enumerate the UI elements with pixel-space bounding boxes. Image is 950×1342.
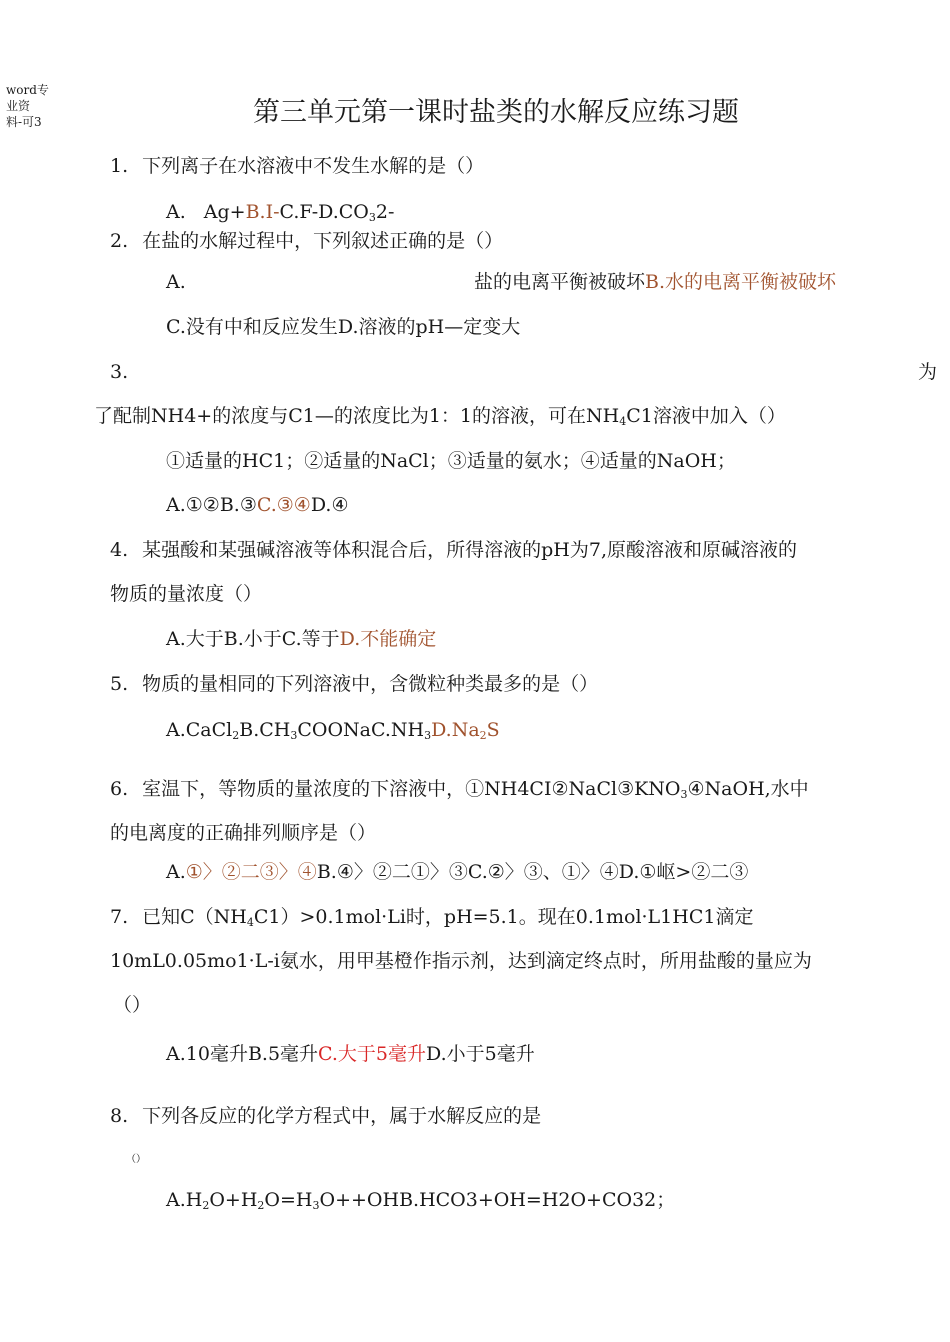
option-d-text: S [486,719,500,741]
question-number: 7. [110,906,129,928]
question-text: 了配制NH4+的浓度与C1—的浓度比为1：1的溶液，可在NH [94,405,620,427]
question-8-paren: （） [126,1154,146,1165]
option-a-label: A. [166,201,186,223]
subscript: 4 [246,916,254,929]
option-c-d: C.F-D.CO [279,201,369,223]
question-number: 2. [110,230,129,252]
question-text: C1溶液中加入（） [626,405,786,427]
option-a-b: A.①②B.③ [166,494,257,516]
question-text: C1）>0.1mol·Li时，pH=5.1。现在0.1mol·L1HC1滴定 [253,906,754,928]
question-text: 下列各反应的化学方程式中，属于水解反应的是 [142,1105,542,1127]
subscript: 2 [257,1199,265,1212]
question-text: ④NaOH,水中 [687,778,809,800]
option-d [431,719,500,741]
question-6 [110,777,809,801]
question-number: 1. [110,155,129,177]
option-c: C.③④ [256,494,311,516]
question-2 [110,229,503,253]
subscript: 2 [479,729,487,742]
question-2-options-cd: C.没有中和反应发生D.溶液的pH—定变大 [166,316,521,338]
subscript: 2 [232,729,240,742]
page-title: 第三单元第一课时盐类的水解反应练习题 [253,97,739,128]
question-6-text-cont: 的电离度的正确排列顺序是（） [110,822,377,844]
subscript: 3 [424,729,432,742]
question-7-paren: （） [113,994,152,1016]
subscript: 3 [290,729,298,742]
margin-watermark-note [6,82,49,130]
question-text: 在盐的水解过程中，下列叙述正确的是（） [142,230,504,252]
question-3-options [166,493,348,517]
question-7-text-cont: 10mL0.05mo1·L-i氨水，用甲基橙作指示剂，达到滴定终点时，所用盐酸的量应为 [110,950,812,972]
question-2-options-ab [474,270,836,294]
option-d-charge: 2- [375,201,395,223]
margin-note-line: word专 [6,83,49,97]
question-7-options [166,1042,535,1066]
question-number: 5. [110,673,129,695]
option-b: B.水的电离平衡被破坏 [645,271,837,293]
question-5 [110,672,598,696]
margin-note-line: 料-可3 [6,115,42,129]
margin-note-line: 业资 [6,99,31,113]
question-2-option-a-label: A. [166,271,186,293]
option-a: 盐的电离平衡被破坏 [474,271,646,293]
subscript: 2 [202,1199,210,1212]
question-text: 某强酸和某强碱溶液等体积混合后，所得溶液的pH为7,原酸溶液和原碱溶液的 [142,539,798,561]
question-number: 3. [110,361,129,383]
subscript: 3 [368,211,376,224]
question-1-options [166,200,394,224]
question-3-choices-list: ①适量的HC1；②适量的NaCl；③适量的氨水；④适量的NaOH； [166,450,736,472]
question-number: 8. [110,1105,129,1127]
option-a: O=H [264,1189,313,1211]
question-1 [110,154,484,178]
option-d-text: D.Na [431,719,480,741]
option-a: Ag+ [203,201,246,223]
option-a: O+H [209,1189,258,1211]
option-a-b: A.10毫升B.5毫升 [166,1043,319,1065]
option-d: D.④ [310,494,349,516]
option-c: C.大于5毫升 [318,1043,427,1065]
option-a: ①〉②二③〉④ [185,861,317,883]
question-8 [110,1104,541,1128]
question-number: 4. [110,539,129,561]
option-a-b-c: A.大于B.小于C.等于 [166,628,340,650]
subscript: 3 [680,788,688,801]
question-5-options [166,718,500,742]
question-6-options [166,860,748,884]
option-d: D.小于5毫升 [426,1043,535,1065]
question-4-text-cont: 物质的量浓度（） [110,583,263,605]
subscript: 3 [312,1199,320,1212]
option-b: B.CH [239,719,291,741]
question-text: 物质的量相同的下列溶液中，含微粒种类最多的是（） [142,673,599,695]
question-text: 已知C（NH [142,906,247,928]
option-a-b: O++OHB.HCO3+OH=H2O+CO32； [319,1189,676,1211]
option-b: B.I- [245,201,280,223]
question-3-line-end: 为 [918,361,938,383]
option-b-c-d: B.④〉②二①〉③C.②〉③、①〉④D.①岖>②二③ [316,861,749,883]
question-4-options [166,627,436,651]
question-3-text [94,404,786,428]
question-text: 室温下，等物质的量浓度的下溶液中，①NH4CI②NaCl③KNO [142,778,681,800]
question-number: 6. [110,778,129,800]
question-text: 下列离子在水溶液中不发生水解的是（） [142,155,485,177]
option-a-label: A. [166,861,186,883]
option-d: D.不能确定 [339,628,437,650]
option-b-c: COONaC.NH [297,719,425,741]
question-8-options [166,1188,675,1212]
question-7 [110,905,753,929]
subscript: 4 [619,415,627,428]
question-4 [110,538,797,562]
option-a: A.CaCl [166,719,233,741]
option-a: A.H [166,1189,203,1211]
